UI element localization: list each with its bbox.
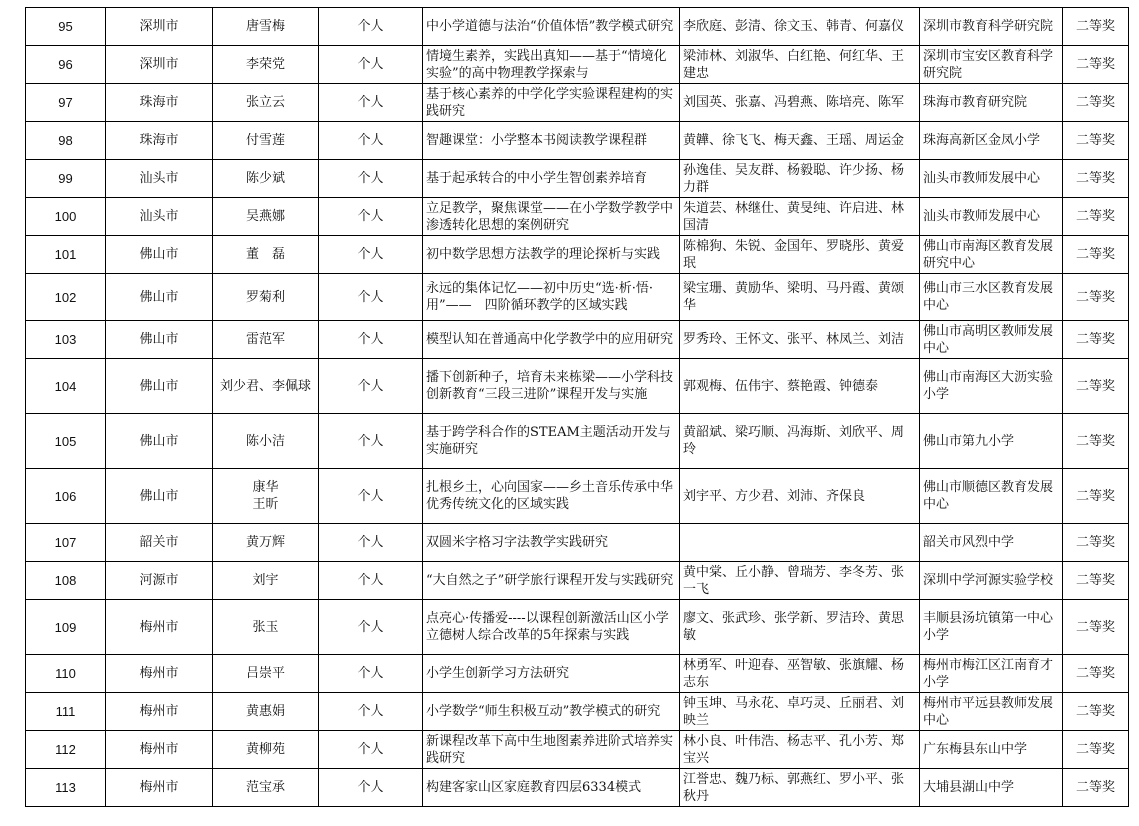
cell-members: 黄韶斌、梁巧顺、冯海斯、刘欣平、周玲 — [680, 414, 920, 469]
cell-unit: 梅州市梅江区江南育才小学 — [920, 655, 1063, 693]
cell-members: 陈棉狗、朱锐、金国年、罗晓彤、黄爱珉 — [680, 236, 920, 274]
cell-applicant: 付雪莲 — [213, 122, 319, 160]
cell-project-title: 双圆米字格习字法教学实践研究 — [423, 524, 680, 562]
cell-members: 朱道芸、林继仕、黄旻纯、许启进、林国清 — [680, 198, 920, 236]
cell-award: 二等奖 — [1063, 274, 1129, 321]
cell-city: 梅州市 — [106, 731, 213, 769]
table-row — [26, 769, 1129, 807]
cell-members: 钟玉坤、马永花、卓巧灵、丘丽君、刘映兰 — [680, 693, 920, 731]
cell-type: 个人 — [319, 731, 423, 769]
cell-project-title: 小学数学“师生积极互动”教学模式的研究 — [423, 693, 680, 731]
cell-members: 梁宝珊、黄励华、梁明、马丹霞、黄颂华 — [680, 274, 920, 321]
cell-project-title: 中小学道德与法治“价值体悟”教学模式研究 — [423, 8, 680, 46]
cell-city: 佛山市 — [106, 236, 213, 274]
cell-award: 二等奖 — [1063, 359, 1129, 414]
table-row — [26, 160, 1129, 198]
cell-city: 深圳市 — [106, 46, 213, 84]
cell-unit: 汕头市教师发展中心 — [920, 160, 1063, 198]
cell-city: 梅州市 — [106, 769, 213, 807]
cell-award: 二等奖 — [1063, 160, 1129, 198]
cell-city: 珠海市 — [106, 122, 213, 160]
cell-number: 95 — [26, 8, 106, 46]
cell-award: 二等奖 — [1063, 46, 1129, 84]
cell-number: 107 — [26, 524, 106, 562]
cell-applicant: 陈小洁 — [213, 414, 319, 469]
cell-number: 101 — [26, 236, 106, 274]
cell-city: 佛山市 — [106, 469, 213, 524]
cell-applicant: 范宝承 — [213, 769, 319, 807]
cell-city: 佛山市 — [106, 321, 213, 359]
table-row — [26, 274, 1129, 321]
cell-unit: 佛山市三水区教育发展中心 — [920, 274, 1063, 321]
page — [25, 7, 1129, 807]
cell-members: 郭观梅、伍伟宇、蔡艳霞、钟德泰 — [680, 359, 920, 414]
table-row — [26, 198, 1129, 236]
cell-applicant: 刘宇 — [213, 562, 319, 600]
cell-members: 罗秀玲、王怀文、张平、林凤兰、刘洁 — [680, 321, 920, 359]
cell-number: 110 — [26, 655, 106, 693]
cell-type: 个人 — [319, 321, 423, 359]
cell-project-title: 构建客家山区家庭教育四层6334模式 — [423, 769, 680, 807]
table-row — [26, 600, 1129, 655]
cell-number: 98 — [26, 122, 106, 160]
cell-project-title: 情境生素养，实践出真知——基于“情境化实验”的高中物理教学探索与 — [423, 46, 680, 84]
cell-members: 李欣庭、彭清、徐文玉、韩青、何嘉仪 — [680, 8, 920, 46]
cell-city: 佛山市 — [106, 274, 213, 321]
cell-number: 106 — [26, 469, 106, 524]
cell-city: 韶关市 — [106, 524, 213, 562]
cell-type: 个人 — [319, 562, 423, 600]
cell-unit: 珠海市教育研究院 — [920, 84, 1063, 122]
cell-city: 汕头市 — [106, 198, 213, 236]
cell-applicant: 唐雪梅 — [213, 8, 319, 46]
cell-type: 个人 — [319, 274, 423, 321]
table-row — [26, 524, 1129, 562]
table-row — [26, 469, 1129, 524]
cell-city: 珠海市 — [106, 84, 213, 122]
cell-project-title: 基于核心素养的中学化学实验课程建构的实践研究 — [423, 84, 680, 122]
cell-award: 二等奖 — [1063, 524, 1129, 562]
cell-unit: 佛山市第九小学 — [920, 414, 1063, 469]
cell-number: 113 — [26, 769, 106, 807]
cell-award: 二等奖 — [1063, 769, 1129, 807]
cell-type: 个人 — [319, 693, 423, 731]
cell-applicant: 黄惠娟 — [213, 693, 319, 731]
table-row — [26, 122, 1129, 160]
cell-unit: 梅州市平远县教师发展中心 — [920, 693, 1063, 731]
cell-project-title: 点亮心·传播爱----以课程创新激活山区小学立德树人综合改革的5年探索与实践 — [423, 600, 680, 655]
cell-unit: 佛山市南海区教育发展研究中心 — [920, 236, 1063, 274]
cell-unit: 佛山市南海区大沥实验小学 — [920, 359, 1063, 414]
cell-award: 二等奖 — [1063, 8, 1129, 46]
cell-award: 二等奖 — [1063, 469, 1129, 524]
cell-number: 112 — [26, 731, 106, 769]
cell-unit: 珠海高新区金凤小学 — [920, 122, 1063, 160]
cell-type: 个人 — [319, 414, 423, 469]
table-row — [26, 359, 1129, 414]
cell-members: 江誉忠、魏乃标、郭燕红、罗小平、张秋丹 — [680, 769, 920, 807]
cell-city: 梅州市 — [106, 655, 213, 693]
cell-award: 二等奖 — [1063, 198, 1129, 236]
cell-type: 个人 — [319, 524, 423, 562]
cell-applicant: 董 磊 — [213, 236, 319, 274]
cell-type: 个人 — [319, 655, 423, 693]
cell-number: 99 — [26, 160, 106, 198]
cell-city: 河源市 — [106, 562, 213, 600]
cell-applicant: 李荣党 — [213, 46, 319, 84]
cell-type: 个人 — [319, 122, 423, 160]
cell-type: 个人 — [319, 469, 423, 524]
cell-number: 96 — [26, 46, 106, 84]
cell-award: 二等奖 — [1063, 122, 1129, 160]
cell-type: 个人 — [319, 46, 423, 84]
cell-type: 个人 — [319, 198, 423, 236]
cell-type: 个人 — [319, 236, 423, 274]
cell-applicant: 黄万辉 — [213, 524, 319, 562]
cell-city: 汕头市 — [106, 160, 213, 198]
cell-project-title: 新课程改革下高中生地图素养进阶式培养实践研究 — [423, 731, 680, 769]
cell-unit: 深圳中学河源实验学校 — [920, 562, 1063, 600]
cell-unit: 汕头市教师发展中心 — [920, 198, 1063, 236]
cell-number: 109 — [26, 600, 106, 655]
cell-type: 个人 — [319, 359, 423, 414]
cell-award: 二等奖 — [1063, 414, 1129, 469]
cell-award: 二等奖 — [1063, 84, 1129, 122]
cell-project-title: 小学生创新学习方法研究 — [423, 655, 680, 693]
cell-applicant: 罗菊利 — [213, 274, 319, 321]
cell-number: 97 — [26, 84, 106, 122]
cell-city: 佛山市 — [106, 414, 213, 469]
cell-number: 104 — [26, 359, 106, 414]
cell-applicant: 康华 王昕 — [213, 469, 319, 524]
cell-project-title: “大自然之子”研学旅行课程开发与实践研究 — [423, 562, 680, 600]
cell-award: 二等奖 — [1063, 600, 1129, 655]
cell-city: 梅州市 — [106, 600, 213, 655]
cell-applicant: 黄柳苑 — [213, 731, 319, 769]
cell-number: 100 — [26, 198, 106, 236]
cell-unit: 深圳市宝安区教育科学研究院 — [920, 46, 1063, 84]
cell-members: 黄韡、徐飞飞、梅天鑫、王瑶、周运金 — [680, 122, 920, 160]
cell-project-title: 播下创新种子，培育未来栋梁——小学科技创新教育“三段三进阶”课程开发与实施 — [423, 359, 680, 414]
cell-number: 102 — [26, 274, 106, 321]
cell-project-title: 智趣课堂：小学整本书阅读教学课程群 — [423, 122, 680, 160]
cell-number: 111 — [26, 693, 106, 731]
table-row — [26, 655, 1129, 693]
cell-applicant: 陈少斌 — [213, 160, 319, 198]
cell-award: 二等奖 — [1063, 236, 1129, 274]
cell-award: 二等奖 — [1063, 655, 1129, 693]
cell-members — [680, 524, 920, 562]
table-row — [26, 84, 1129, 122]
cell-unit: 韶关市风烈中学 — [920, 524, 1063, 562]
table-row — [26, 414, 1129, 469]
cell-members: 林勇军、叶迎春、巫智敏、张旗耀、杨志东 — [680, 655, 920, 693]
cell-unit: 广东梅县东山中学 — [920, 731, 1063, 769]
award-table-body — [26, 8, 1129, 807]
cell-unit: 大埔县湖山中学 — [920, 769, 1063, 807]
cell-project-title: 永远的集体记忆——初中历史“选·析·悟·用”—— 四阶循环教学的区域实践 — [423, 274, 680, 321]
table-row — [26, 46, 1129, 84]
cell-applicant: 雷范军 — [213, 321, 319, 359]
cell-applicant: 刘少君、李佩球 — [213, 359, 319, 414]
cell-project-title: 初中数学思想方法教学的理论探析与实践 — [423, 236, 680, 274]
cell-unit: 深圳市教育科学研究院 — [920, 8, 1063, 46]
cell-type: 个人 — [319, 84, 423, 122]
table-row — [26, 693, 1129, 731]
cell-project-title: 模型认知在普通高中化学教学中的应用研究 — [423, 321, 680, 359]
cell-type: 个人 — [319, 769, 423, 807]
cell-award: 二等奖 — [1063, 321, 1129, 359]
cell-unit: 佛山市顺德区教育发展中心 — [920, 469, 1063, 524]
cell-project-title: 扎根乡土，心向国家——乡土音乐传承中华优秀传统文化的区域实践 — [423, 469, 680, 524]
table-row — [26, 8, 1129, 46]
cell-project-title: 基于跨学科合作的STEAM主题活动开发与实施研究 — [423, 414, 680, 469]
cell-members: 廖文、张武珍、张学新、罗洁玲、黄思敏 — [680, 600, 920, 655]
table-row — [26, 562, 1129, 600]
cell-members: 梁沛林、刘淑华、白红艳、何红华、王建忠 — [680, 46, 920, 84]
cell-number: 105 — [26, 414, 106, 469]
cell-project-title: 基于起承转合的中小学生智创素养培育 — [423, 160, 680, 198]
cell-applicant: 吴燕娜 — [213, 198, 319, 236]
award-table — [25, 7, 1129, 807]
table-row — [26, 731, 1129, 769]
cell-members: 孙逸佳、吴友群、杨毅聪、许少扬、杨力群 — [680, 160, 920, 198]
cell-project-title: 立足教学，聚焦课堂——在小学数学教学中渗透转化思想的案例研究 — [423, 198, 680, 236]
cell-unit: 佛山市高明区教师发展中心 — [920, 321, 1063, 359]
table-row — [26, 236, 1129, 274]
cell-city: 深圳市 — [106, 8, 213, 46]
table-row — [26, 321, 1129, 359]
cell-members: 黄中棠、丘小静、曾瑞芳、李冬芳、张一飞 — [680, 562, 920, 600]
cell-city: 梅州市 — [106, 693, 213, 731]
cell-number: 103 — [26, 321, 106, 359]
cell-award: 二等奖 — [1063, 562, 1129, 600]
cell-members: 林小良、叶伟浩、杨志平、孔小芳、郑宝兴 — [680, 731, 920, 769]
cell-award: 二等奖 — [1063, 693, 1129, 731]
cell-members: 刘宇平、方少君、刘沛、齐保良 — [680, 469, 920, 524]
cell-applicant: 张立云 — [213, 84, 319, 122]
cell-applicant: 张玉 — [213, 600, 319, 655]
cell-type: 个人 — [319, 600, 423, 655]
cell-unit: 丰顺县汤坑镇第一中心小学 — [920, 600, 1063, 655]
cell-number: 108 — [26, 562, 106, 600]
cell-type: 个人 — [319, 8, 423, 46]
cell-award: 二等奖 — [1063, 731, 1129, 769]
cell-type: 个人 — [319, 160, 423, 198]
cell-city: 佛山市 — [106, 359, 213, 414]
cell-applicant: 吕崇平 — [213, 655, 319, 693]
cell-members: 刘国英、张嘉、冯碧燕、陈培亮、陈军 — [680, 84, 920, 122]
